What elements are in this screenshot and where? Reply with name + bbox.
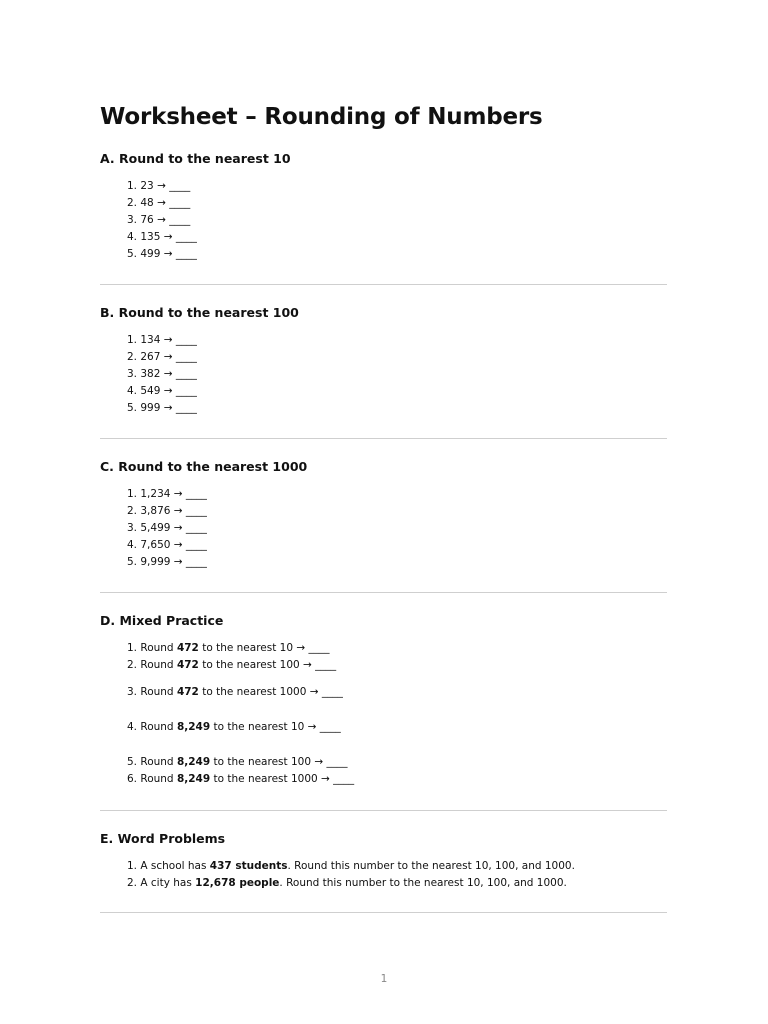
section-b [100, 305, 667, 414]
list-item: 4. 549 → ____ [127, 385, 197, 397]
list-item: 3. 382 → ____ [127, 368, 197, 380]
section-c [100, 459, 667, 568]
list-item: 5. 499 → ____ [127, 248, 197, 260]
question-list [127, 486, 207, 571]
page-number: 1 [380, 973, 388, 985]
list-item: 2. A city has 12,678 people. Round this number to the nearest 10, 100, and 1000. [127, 877, 567, 889]
list-item: 4. 135 → ____ [127, 231, 197, 243]
section-heading: B. Round to the nearest 100 [100, 305, 299, 320]
section-divider [100, 438, 667, 439]
list-item: 5. 9,999 → ____ [127, 556, 207, 568]
list-item: 4. 7,650 → ____ [127, 539, 207, 551]
section-divider [100, 810, 667, 811]
section-heading: C. Round to the nearest 1000 [100, 459, 308, 474]
page-title: Worksheet – Rounding of Numbers [100, 104, 543, 130]
section-divider [100, 912, 667, 913]
list-item: 2. Round 472 to the nearest 100 → ____ [127, 659, 337, 671]
list-item: 5. 999 → ____ [127, 402, 197, 414]
list-item: 3. Round 472 to the nearest 1000 → ____ [127, 686, 343, 698]
list-item: 3. 5,499 → ____ [127, 522, 207, 534]
question-list [127, 332, 197, 417]
list-item: 5. Round 8,249 to the nearest 100 → ____ [127, 756, 348, 768]
section-divider [100, 284, 667, 285]
list-item: 1. Round 472 to the nearest 10 → ____ [127, 642, 330, 654]
section-heading: E. Word Problems [100, 831, 226, 846]
list-item: 2. 3,876 → ____ [127, 505, 207, 517]
section-e [100, 831, 667, 889]
list-item: 1. 23 → ____ [127, 180, 191, 192]
list-item: 2. 48 → ____ [127, 197, 191, 209]
list-item: 4. Round 8,249 to the nearest 10 → ____ [127, 721, 341, 733]
question-list [127, 640, 354, 788]
section-d [100, 613, 667, 785]
section-heading: A. Round to the nearest 10 [100, 151, 291, 166]
list-item: 1. 134 → ____ [127, 334, 197, 346]
section-divider [100, 592, 667, 593]
section-a [100, 151, 667, 260]
question-list [127, 858, 575, 892]
list-item: 2. 267 → ____ [127, 351, 197, 363]
question-list [127, 178, 197, 263]
list-item: 1. 1,234 → ____ [127, 488, 207, 500]
section-heading: D. Mixed Practice [100, 613, 224, 628]
list-item: 3. 76 → ____ [127, 214, 191, 226]
list-item: 6. Round 8,249 to the nearest 1000 → ____ [127, 773, 355, 785]
list-item: 1. A school has 437 students. Round this number to the nearest 10, 100, and 1000. [127, 860, 575, 872]
